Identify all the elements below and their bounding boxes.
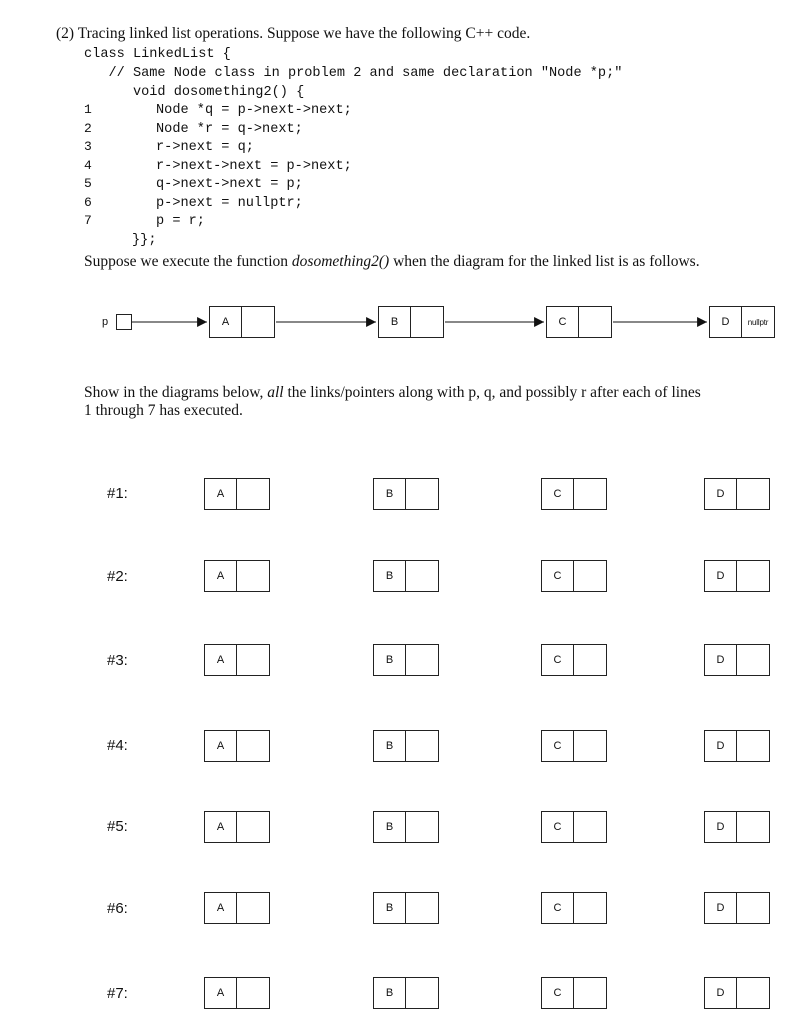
row-label: #5: — [107, 818, 128, 835]
node-value: A — [204, 977, 237, 1009]
node-next[interactable] — [405, 892, 439, 924]
instructions-line-1 — [84, 384, 701, 402]
node-next[interactable] — [236, 478, 270, 510]
row-label: #1: — [107, 485, 128, 502]
node-value: D — [704, 560, 737, 592]
node-next[interactable] — [405, 977, 439, 1009]
node-value: D — [704, 478, 737, 510]
instructions-text: Show in the diagrams below, — [84, 384, 268, 401]
node-value: B — [373, 644, 406, 676]
node-next[interactable] — [736, 560, 770, 592]
node-next[interactable] — [236, 977, 270, 1009]
node-value: A — [204, 892, 237, 924]
node-value: C — [541, 730, 574, 762]
intro-text-before: Suppose we execute the function — [84, 253, 292, 270]
node-next — [578, 306, 612, 338]
code-header-line-1: class LinkedList { — [84, 47, 231, 62]
node-next[interactable] — [736, 644, 770, 676]
answer-node-c[interactable] — [541, 644, 607, 676]
line-number: 2 — [84, 120, 92, 136]
answer-node-d[interactable] — [704, 560, 770, 592]
node-value: D — [704, 977, 737, 1009]
node-next[interactable] — [573, 730, 607, 762]
node-next[interactable] — [236, 644, 270, 676]
node-next[interactable] — [405, 730, 439, 762]
line-number: 4 — [84, 157, 92, 173]
answer-node-c[interactable] — [541, 730, 607, 762]
node-next[interactable] — [573, 977, 607, 1009]
node-null: nullptr — [741, 306, 775, 338]
node-next[interactable] — [736, 730, 770, 762]
node-value: C — [541, 644, 574, 676]
node-value: B — [373, 977, 406, 1009]
node-value: D — [704, 644, 737, 676]
node-next[interactable] — [573, 811, 607, 843]
answer-node-d[interactable] — [704, 478, 770, 510]
node-next[interactable] — [236, 560, 270, 592]
node-value: C — [546, 306, 579, 338]
node-next — [241, 306, 275, 338]
answer-node-d[interactable] — [704, 892, 770, 924]
node-next[interactable] — [736, 478, 770, 510]
node-value: B — [373, 892, 406, 924]
node-value: A — [204, 811, 237, 843]
initial-node-d — [709, 306, 775, 338]
answer-node-a[interactable] — [204, 811, 270, 843]
line-code: q->next->next = p; — [156, 177, 303, 192]
line-number: 1 — [84, 102, 92, 117]
line-code: p->next = nullptr; — [156, 195, 303, 211]
node-next — [410, 306, 444, 338]
line-code: Node *r = q->next; — [156, 121, 303, 137]
answer-node-a[interactable] — [204, 892, 270, 924]
row-label: #2: — [107, 568, 128, 585]
answer-node-b[interactable] — [373, 730, 439, 762]
node-value: B — [373, 560, 406, 592]
answer-node-b[interactable] — [373, 892, 439, 924]
answer-node-a[interactable] — [204, 560, 270, 592]
problem-title: Tracing linked list operations. Suppose we have the following C++ code. — [77, 25, 531, 42]
node-next[interactable] — [573, 560, 607, 592]
line-number: 3 — [84, 139, 92, 154]
answer-node-b[interactable] — [373, 811, 439, 843]
answer-node-b[interactable] — [373, 644, 439, 676]
node-next[interactable] — [573, 644, 607, 676]
initial-node-c — [546, 306, 612, 338]
row-label: #6: — [107, 900, 128, 917]
node-next[interactable] — [573, 478, 607, 510]
node-value: B — [373, 478, 406, 510]
answer-node-c[interactable] — [541, 977, 607, 1009]
node-next[interactable] — [736, 892, 770, 924]
answer-node-c[interactable] — [541, 811, 607, 843]
answer-node-b[interactable] — [373, 478, 439, 510]
row-label: #3: — [107, 652, 128, 669]
answer-node-a[interactable] — [204, 977, 270, 1009]
node-value: D — [704, 811, 737, 843]
initial-node-a — [209, 306, 275, 338]
node-next[interactable] — [236, 811, 270, 843]
node-value: A — [204, 478, 237, 510]
answer-node-a[interactable] — [204, 478, 270, 510]
pointer-p-label: p — [102, 316, 109, 328]
answer-node-d[interactable] — [704, 977, 770, 1009]
line-code: Node *q = p->next->next; — [156, 103, 352, 118]
node-next[interactable] — [405, 644, 439, 676]
answer-node-b[interactable] — [373, 977, 439, 1009]
node-value: B — [378, 306, 411, 338]
instructions-text: the links/pointers along with p, q, and possibly r after each of lines — [283, 384, 701, 401]
node-value: C — [541, 977, 574, 1009]
node-next[interactable] — [736, 811, 770, 843]
node-next[interactable] — [405, 560, 439, 592]
function-name: dosomething2() — [291, 253, 390, 270]
line-number: 7 — [84, 213, 92, 228]
instructions-emphasis: all — [267, 384, 284, 401]
answer-node-a[interactable] — [204, 644, 270, 676]
node-value: B — [373, 811, 406, 843]
code-header-line-3: void dosomething2() { — [84, 85, 305, 100]
node-value: A — [209, 306, 242, 338]
line-number: 5 — [84, 176, 92, 191]
node-next[interactable] — [236, 730, 270, 762]
node-value: B — [373, 730, 406, 762]
answer-node-c[interactable] — [541, 560, 607, 592]
answer-node-d[interactable] — [704, 811, 770, 843]
node-next[interactable] — [736, 977, 770, 1009]
node-next[interactable] — [405, 811, 439, 843]
row-label: #7: — [107, 985, 128, 1002]
line-code: r->next = q; — [156, 140, 254, 155]
problem-number: (2) — [56, 25, 75, 42]
node-next[interactable] — [236, 892, 270, 924]
node-value: A — [204, 560, 237, 592]
node-value: C — [541, 892, 574, 924]
node-next[interactable] — [405, 478, 439, 510]
line-code: r->next->next = p->next; — [156, 158, 352, 174]
answer-node-d[interactable] — [704, 644, 770, 676]
node-value: C — [541, 811, 574, 843]
intro-text-after: when the diagram for the linked list is as follows. — [389, 253, 700, 270]
answer-node-b[interactable] — [373, 560, 439, 592]
node-value: D — [709, 306, 742, 338]
answer-node-c[interactable] — [541, 478, 607, 510]
node-value: A — [204, 730, 237, 762]
node-value: C — [541, 560, 574, 592]
node-value: A — [204, 644, 237, 676]
node-value: C — [541, 478, 574, 510]
code-closing: }}; — [132, 233, 157, 248]
node-value: D — [704, 892, 737, 924]
answer-node-c[interactable] — [541, 892, 607, 924]
answer-node-a[interactable] — [204, 730, 270, 762]
node-value: D — [704, 730, 737, 762]
row-label: #4: — [107, 737, 128, 754]
line-number: 6 — [84, 194, 92, 210]
answer-node-d[interactable] — [704, 730, 770, 762]
instructions-line-2: 1 through 7 has executed. — [84, 402, 243, 419]
initial-node-b — [378, 306, 444, 338]
line-code: p = r; — [156, 214, 205, 229]
code-header-line-2: // Same Node class in problem 2 and same declaration "Node *p;" — [84, 66, 623, 81]
node-next[interactable] — [573, 892, 607, 924]
